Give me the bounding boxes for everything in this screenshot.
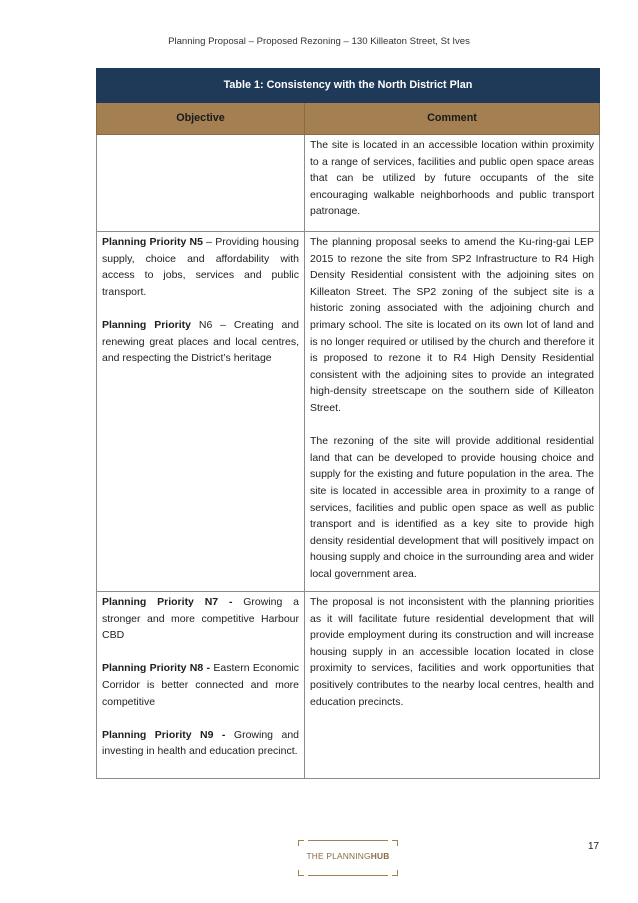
comment-cell <box>305 135 600 232</box>
logo-corner-mark <box>392 840 398 846</box>
objective-text: Growing and investing in health and education precinct. <box>102 728 300 758</box>
table-row <box>97 135 600 232</box>
consistency-table-wrapper <box>96 68 599 779</box>
objective-text: Growing a stronger and more competitive Harbour CBD <box>102 596 299 642</box>
logo-rule <box>308 840 388 841</box>
objective-item <box>102 594 299 644</box>
logo-corner-mark <box>298 870 304 876</box>
comment-paragraph: The site is located in an accessible location within proximity to a range of services, facilities and public open space areas that can be utilized by future occupants of the site encouraging walkable neighborhoods and public transport patronage. <box>310 139 594 218</box>
running-header: Planning Proposal – Proposed Rezoning – 130 Killeaton Street, St Ives <box>168 36 470 47</box>
comment-paragraph: The rezoning of the site will provide additional residential land that can be developed to provide housing choice and supply for the existing and future population in the area. The site is located in accessible area in proximity to a range of services, facilities and public open space as well as public transport and is identified as a key site to provide high density residential development that will positively impact on housing supply and choice in the surrounding area and wider local government area. <box>310 435 594 580</box>
objective-lead: Planning Priority N9 - <box>102 728 226 741</box>
logo-corner-mark <box>392 870 398 876</box>
objective-cell <box>97 232 305 592</box>
objective-lead: Planning Priority N7 - <box>102 596 233 608</box>
logo-text-light: THE PLANNING <box>306 851 371 861</box>
objective-item <box>102 727 299 760</box>
logo-wordmark <box>298 851 398 861</box>
objective-lead: Planning Priority N5 <box>102 236 203 248</box>
column-header-comment: Comment <box>305 103 600 135</box>
objective-text: N6 – Creating and renewing great places and local centres, and respecting the District’s heritage <box>102 318 299 365</box>
comment-cell <box>305 592 600 779</box>
objective-cell <box>97 592 305 779</box>
comment-cell <box>305 232 600 592</box>
table-title-row <box>97 69 600 103</box>
planning-hub-logo <box>298 840 398 876</box>
objective-lead: Planning Priority N8 - <box>102 662 211 675</box>
logo-text-bold: HUB <box>370 851 390 861</box>
objective-item <box>102 317 299 367</box>
objective-lead: Planning Priority <box>102 318 191 331</box>
table-row <box>97 592 600 779</box>
comment-paragraph: The proposal is not inconsistent with the planning priorities as it will facilitate future residential development that will provide employment during its construction and will increase housing supply in an accessible location located in close proximity to services, facilities and work opportunities that positively contributes to the nearby local centres, health and education precincts. <box>310 596 594 708</box>
objective-item <box>102 660 299 710</box>
column-header-objective: Objective <box>97 103 305 135</box>
logo-corner-mark <box>298 840 304 846</box>
objective-text: – Providing housing supply, choice and affordability with access to jobs, services and public transport. <box>102 236 299 298</box>
table-header-row <box>97 103 600 135</box>
objective-cell <box>97 135 305 232</box>
objective-text: Eastern Economic Corridor is better connected and more competitive <box>102 662 299 708</box>
logo-rule <box>308 875 388 876</box>
objective-item <box>102 234 299 300</box>
table-title: Table 1: Consistency with the North District Plan <box>97 69 600 103</box>
comment-paragraph: The planning proposal seeks to amend the Ku-ring-gai LEP 2015 to rezone the site from SP2 Infrastructure to R4 High Density Residential consistent with the adjoining sites on Killeaton Street. The SP2 zoning of the subject site is a historic zoning associated with the adjoining church and primary school. The site is located on its own lot of land and is no longer required or utilised by the church and therefore it is proposed to rezone it to R4 High Density Residential consistent with the adjoining sites to provide an integrated high-density streetscape on the southern side of Killeaton Street. <box>310 236 594 414</box>
table-row <box>97 232 600 592</box>
page-number: 17 <box>588 841 600 852</box>
consistency-table <box>96 68 600 779</box>
